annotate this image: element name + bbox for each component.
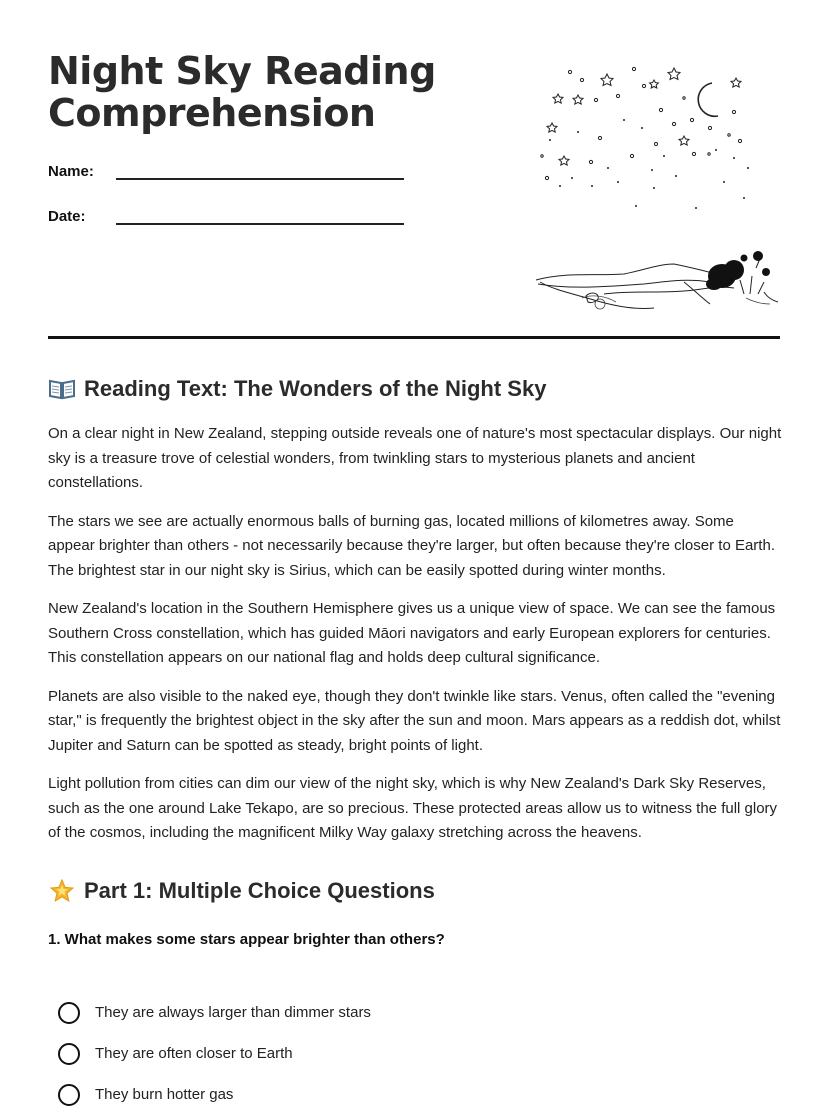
date-field[interactable] <box>48 205 404 225</box>
reading-paragraph-3: New Zealand's location in the Southern Hemisphere gives us a unique view of space. We can see the famous Southern Cross constellation, which has guided Māori navigators and early European explorers for centuries. This constellation appears on our national flag and holds deep cultural significance. <box>48 600 776 666</box>
question-1-options <box>58 992 371 1115</box>
radio-button[interactable] <box>58 1002 80 1024</box>
title-line-2: Comprehension <box>48 91 376 135</box>
worksheet-page <box>48 0 782 1103</box>
radio-button[interactable] <box>58 1043 80 1065</box>
radio-button[interactable] <box>58 1084 80 1106</box>
question-1: 1. What makes some stars appear brighter than others? <box>48 931 445 948</box>
reading-paragraph-1: On a clear night in New Zealand, stepping outside reveals one of nature's most spectacular displays. Our night sky is a treasure trove of celestial wonders, from twinkling stars to mysterious planets and ancient constellations. <box>48 425 782 491</box>
reading-title-text: Reading Text: The Wonders of the Night Sky <box>84 376 547 401</box>
multiple-choice-section-title <box>48 878 435 904</box>
name-field[interactable] <box>48 160 404 180</box>
name-label: Name: <box>48 163 94 180</box>
option-label: They burn hotter gas <box>95 1086 234 1103</box>
title-line-1: Night Sky Reading <box>48 49 436 93</box>
name-line[interactable] <box>116 160 404 180</box>
reading-paragraph-4: Planets are also visible to the naked eye, though they don't twinkle like stars. Venus, often called the "evening star," is frequently the brightest object in the sky after the sun and moon. Mars appears as a reddish dot, whilst Jupiter and Saturn can be spotted as steady, bright points of light. <box>48 687 781 754</box>
date-label: Date: <box>48 208 86 225</box>
date-line[interactable] <box>116 205 404 225</box>
option-a[interactable] <box>58 992 371 1033</box>
reading-paragraph-5: Light pollution from cities can dim our view of the night sky, which is why New Zealand's Dark Sky Reserves, such as the one around Lake Tekapo, are so precious. These protected areas allow us to witness the full glory of the cosmos, including the magnificent Milky Way galaxy stretching across the heavens. <box>48 775 778 841</box>
glowing-star-icon <box>48 879 76 903</box>
option-c[interactable] <box>58 1074 371 1115</box>
reading-paragraph-2: The stars we see are actually enormous balls of burning gas, located millions of kilometres away. Some appear brighter than others - not necessarily because they're larger, but often because they're closer to Earth. The brightest star in our night sky is Sirius, which can be easily spotted during winter months. <box>48 512 775 579</box>
page-title <box>48 50 436 134</box>
option-label: They are often closer to Earth <box>95 1045 293 1062</box>
option-label: They are always larger than dimmer stars <box>95 1004 371 1021</box>
reading-section-title <box>48 376 546 402</box>
night-sky-illustration <box>534 58 784 318</box>
option-b[interactable] <box>58 1033 371 1074</box>
header-divider <box>48 336 780 339</box>
open-book-icon <box>48 377 76 401</box>
multiple-choice-title-text: Part 1: Multiple Choice Questions <box>84 878 435 903</box>
reading-text <box>48 422 783 860</box>
worksheet-header <box>48 0 780 340</box>
